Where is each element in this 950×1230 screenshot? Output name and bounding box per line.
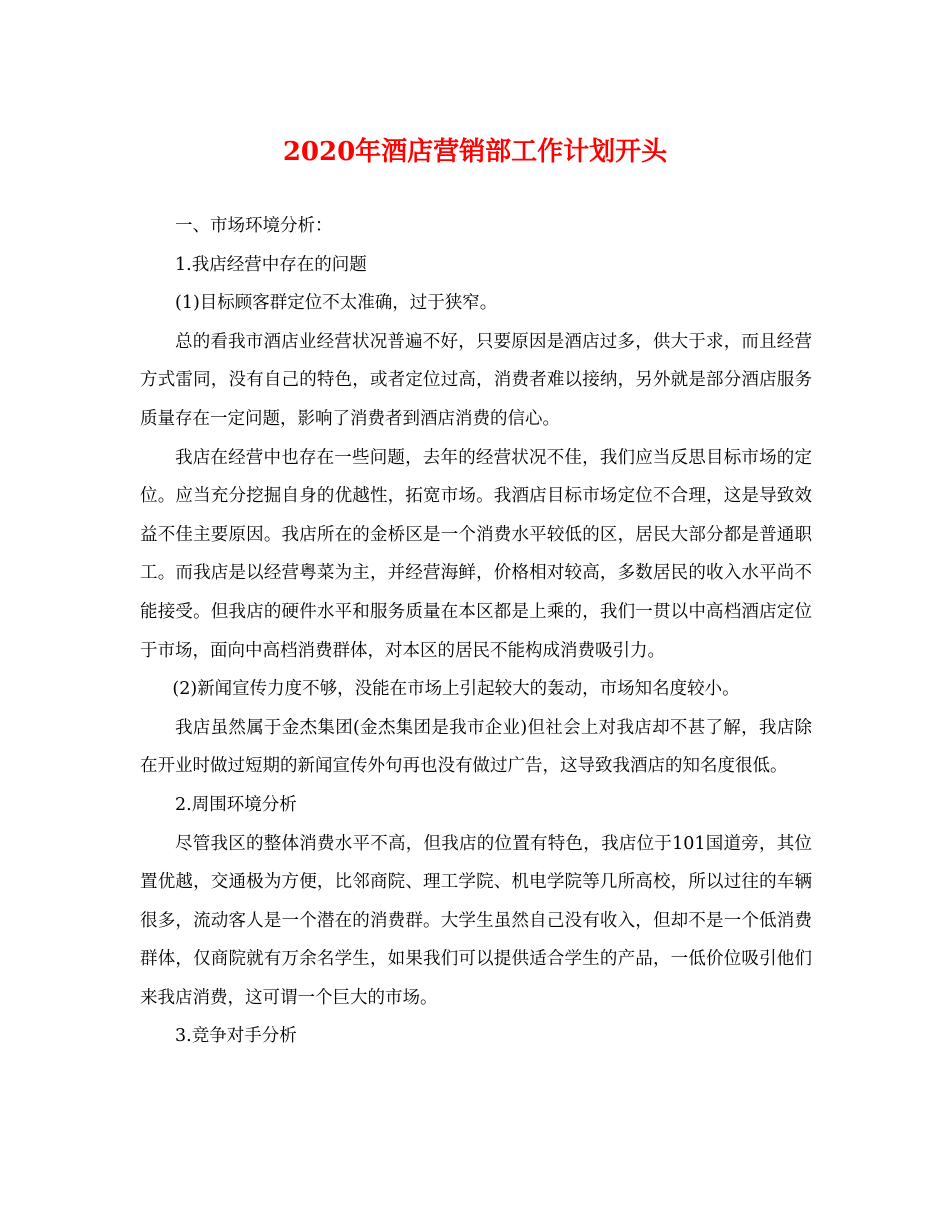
document-title: 2020年酒店营销部工作计划开头 [282,137,668,167]
paragraph-industry-overview: 总的看我市酒店业经营状况普遍不好，只要原因是酒店过多，供大于求，而且经营方式雷同，没有自己的特色，或者定位过高，消费者难以接纳，另外就是部分酒店服务质量存在一定问题，影响了消费者到酒店消费的信心。 [140,331,812,429]
section-heading-market: 一、市场环境分析： [175,216,333,236]
paragraph-publicity: 我店虽然属于金杰集团(金杰集团是我市企业)但社会上对我店却不甚了解，我店除在开业时做过短期的新闻宣传外句再也没有做过广告，这导致我酒店的知名度很低。 [140,717,812,777]
item-heading-publicity: (2)新闻宣传力度不够，没能在市场上引起较大的轰动，市场知名度较小。 [172,679,740,700]
subsection-heading-problems: 1.我店经营中存在的问题 [175,254,367,275]
paragraph-environment: 尽管我区的整体消费水平不高，但我店的位置有特色，我店位于101国道旁，其位置优越，交通极为方便，比邻商院、理工学院、机电学院等几所高校，所以过往的车辆很多，流动客人是一个潜在的消费群。大学生虽然自己没有收入，但却不是一个低消费群体，仅商院就有万余名学生，如果我们可以提供适合学生的产品，一低价位吸引他们来我店消费，这可谓一个巨大的市场。 [140,833,812,1008]
subsection-heading-competitors: 3.竞争对手分析 [175,1026,297,1047]
paragraph-own-problems: 我店在经营中也存在一些问题，去年的经营状况不佳，我们应当反思目标市场的定位。应当充分挖掘自身的优越性，拓宽市场。我酒店目标市场定位不合理，这是导致效益不佳主要原因。我店所在的金桥区是一个消费水平较低的区，居民大部分都是普通职工。而我店是以经营粤菜为主，并经营海鲜，价格相对较高，多数居民的收入水平尚不能接受。但我店的硬件水平和服务质量在本区都是上乘的，我们一贯以中高档酒店定位于市场，面向中高档消费群体，对本区的居民不能构成消费吸引力。 [140,447,812,661]
subsection-heading-environment: 2.周围环境分析 [175,794,297,815]
item-heading-target-customers: (1)目标顾客群定位不太准确，过于狭窄。 [175,293,498,314]
document-body [140,207,812,1056]
